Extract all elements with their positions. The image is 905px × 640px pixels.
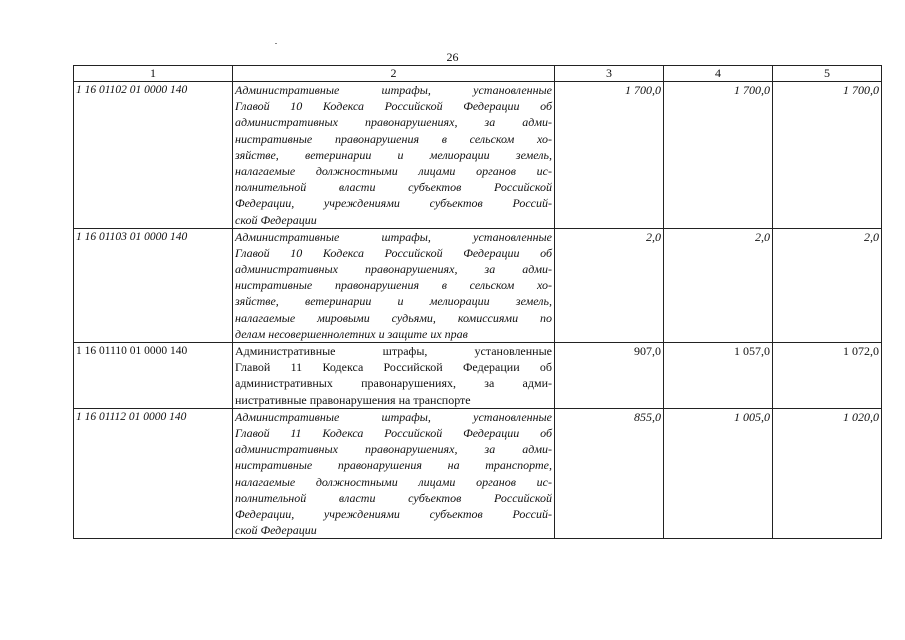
description-line: административных правонарушениях, за адми- <box>235 262 552 277</box>
amount-column-4: 2,0 <box>664 228 773 342</box>
budget-code: 1 16 01112 01 0000 140 <box>74 408 233 539</box>
table-body <box>74 82 882 539</box>
description-line: нистративные правонарушения в сельском хо- <box>235 131 552 146</box>
description-line: зяйстве, ветеринарии и мелиорации земель, <box>235 147 552 162</box>
description-line: полнительной власти субъектов Российской <box>235 490 552 505</box>
description-line: Административные штрафы, установленные <box>235 409 552 424</box>
budget-code: 1 16 01102 01 0000 140 <box>74 82 233 229</box>
description-line: нистративные правонарушения на транспорте, <box>235 458 552 473</box>
header-row <box>74 66 882 82</box>
description-line: Главой 11 Кодекса Российской Федерации об <box>235 425 552 440</box>
budget-code: 1 16 01103 01 0000 140 <box>74 228 233 342</box>
page-number: 26 <box>446 50 459 64</box>
budget-table <box>73 65 882 539</box>
description-line: Главой 10 Кодекса Российской Федерации об <box>235 99 552 114</box>
description-line: полнительной власти субъектов Российской <box>235 180 552 195</box>
description-line: Административные штрафы, установленные <box>235 344 552 358</box>
amount-column-5: 1 072,0 <box>773 343 882 409</box>
table-row <box>74 343 882 409</box>
column-header-1: 1 <box>74 66 233 82</box>
scan-speck <box>275 43 277 44</box>
table-row <box>74 82 882 229</box>
description-line: зяйстве, ветеринарии и мелиорации земель, <box>235 294 552 309</box>
description-line: нистративные правонарушения в сельском хо- <box>235 278 552 293</box>
column-header-4: 4 <box>664 66 773 82</box>
description-line: нистративные правонарушения на транспорте <box>235 392 471 407</box>
budget-code: 1 16 01110 01 0000 140 <box>74 343 233 409</box>
description-line: Главой 11 Кодекса Российской Федерации об <box>235 360 552 375</box>
revenue-description <box>233 228 555 342</box>
amount-column-5: 1 020,0 <box>773 408 882 539</box>
description-line: делам несовершеннолетних и защите их прав <box>235 326 468 341</box>
description-line: административных правонарушениях, за адми- <box>235 115 552 130</box>
revenue-description <box>233 343 555 409</box>
amount-column-4: 1 005,0 <box>664 408 773 539</box>
description-line: административных правонарушениях, за адми- <box>235 376 552 391</box>
column-header-2: 2 <box>233 66 555 82</box>
description-line: Административные штрафы, установленные <box>235 83 552 97</box>
revenue-description <box>233 408 555 539</box>
description-line: ской Федерации <box>235 523 317 538</box>
amount-column-3: 2,0 <box>555 228 664 342</box>
revenue-description <box>233 82 555 229</box>
table-row <box>74 408 882 539</box>
column-header-5: 5 <box>773 66 882 82</box>
amount-column-4: 1 700,0 <box>664 82 773 229</box>
description-line: административных правонарушениях, за адми- <box>235 442 552 457</box>
amount-column-5: 2,0 <box>773 228 882 342</box>
description-line: налагаемые мировыми судьями, комиссиями по <box>235 310 552 325</box>
amount-column-3: 1 700,0 <box>555 82 664 229</box>
amount-column-3: 855,0 <box>555 408 664 539</box>
description-line: Главой 10 Кодекса Российской Федерации об <box>235 245 552 260</box>
description-line: Федерации, учреждениями субъектов Россий- <box>235 196 552 211</box>
description-line: налагаемые должностными лицами органов ис- <box>235 474 552 489</box>
amount-column-3: 907,0 <box>555 343 664 409</box>
description-line: Административные штрафы, установленные <box>235 229 552 244</box>
amount-column-5: 1 700,0 <box>773 82 882 229</box>
table-header <box>74 66 882 82</box>
amount-column-4: 1 057,0 <box>664 343 773 409</box>
description-line: налагаемые должностными лицами органов ис- <box>235 163 552 178</box>
description-line: ской Федерации <box>235 212 317 227</box>
table-row <box>74 228 882 342</box>
description-line: Федерации, учреждениями субъектов Россий- <box>235 506 552 521</box>
column-header-3: 3 <box>555 66 664 82</box>
